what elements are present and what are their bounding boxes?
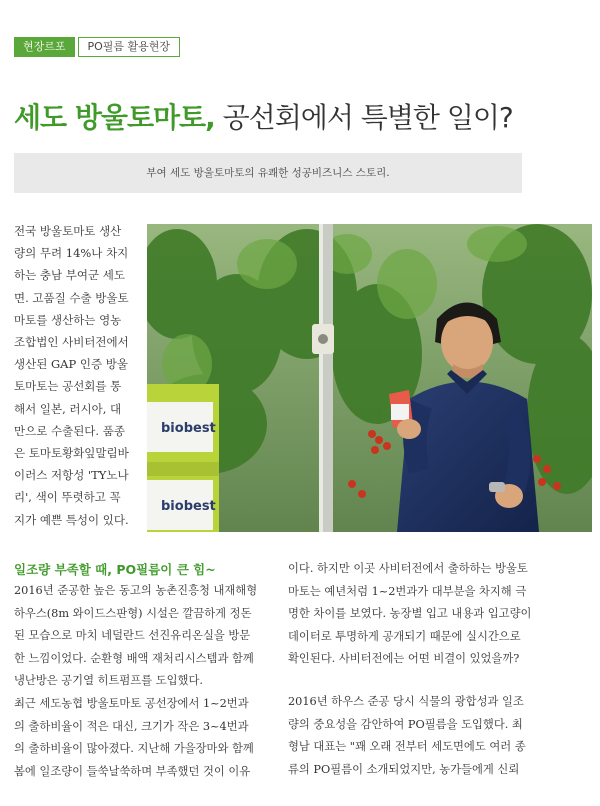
lead-line: 전국 방울토마토 생산 [14, 224, 122, 238]
body-line: 한 느낌이었다. 순환형 배액 재처리시스템과 함께 [14, 651, 254, 665]
lead-line: 지가 예쁜 특성이 있다. [14, 512, 129, 527]
lead-line: 은 토마토황화잎말림바 [14, 446, 129, 461]
lead-line: 리', 색이 뚜렷하고 꼭 [14, 490, 121, 505]
body-line: 형남 대표는 "꽤 오래 전부터 세도면에도 여러 종 [288, 740, 526, 754]
body-line: 된 모습으로 마치 네덜란드 선진유리온실을 방문 [14, 629, 251, 643]
body-line: 최근 세도농협 방울토마토 공선장에서 1~2번과 [14, 696, 249, 710]
body-line: 이다. 하지만 이곳 사비터전에서 출하하는 방울토 [288, 562, 528, 575]
lead-line: 마토를 생산하는 영농 [14, 312, 122, 327]
section-tag: 현장르포 [14, 37, 75, 57]
body-line: 데이터로 투명하게 공개되기 때문에 실시간으로 [288, 629, 521, 643]
body-line: 2016년 하우스 준공 당시 식물의 광합성과 일조 [288, 694, 524, 708]
body-line: 하우스(8m 와이드스판형) 시설은 깔끔하게 정돈 [14, 606, 252, 620]
body-line: 명한 차이를 보였다. 농장별 입고 내용과 입고량이 [288, 607, 532, 621]
lead-line: 이러스 저항성 'TY노나 [14, 468, 129, 483]
body-column-right [288, 558, 588, 781]
crate-label-top: biobest [161, 421, 216, 436]
headline-dark: 공선회에서 특별한 일이? [214, 101, 513, 134]
body-line: 류의 PO필름이 소개되었지만, 농가들에게 신뢰 [288, 762, 520, 776]
body-column-left [14, 580, 272, 783]
body-line: 마토는 예년처럼 1~2번과가 대부분을 차지해 극 [288, 584, 527, 598]
lead-line: 해서 일본, 러시아, 대 [14, 401, 122, 416]
lead-paragraph [14, 220, 142, 531]
crate-label-bottom: biobest [161, 499, 216, 514]
farmer-greenhouse-photo [147, 224, 592, 532]
section-title: 일조량 부족할 때, PO필름이 큰 힘~ [14, 562, 216, 577]
lead-line: 생산된 GAP 인증 방울 [14, 357, 128, 372]
topic-tag: PO필름 활용현장 [78, 37, 181, 57]
body-line: 봄에 일조량이 들쑥날쑥하며 부족했던 것이 이유 [14, 764, 251, 778]
body-line: 냉난방은 공기열 히트펌프를 도입했다. [14, 674, 203, 688]
body-line: 량의 중요성을 감안하여 PO필름을 도입했다. 최 [288, 717, 523, 731]
headline-green: 세도 방울토마토, [14, 101, 215, 134]
subtitle-bar: 부여 세도 방울토마토의 유쾌한 성공비즈니스 스토리. [14, 153, 522, 193]
lead-line: 토마토는 공선회를 통 [14, 379, 122, 394]
category-tags [14, 37, 180, 57]
lead-line: 면. 고품질 수출 방울토 [14, 290, 129, 305]
lead-line: 량의 무려 14%나 차지 [14, 246, 129, 261]
paragraph-gap [288, 671, 588, 691]
lead-line: 만으로 수출된다. 품종 [14, 423, 125, 438]
body-line: 확인된다. 사비터전에는 어떤 비결이 있었을까? [288, 652, 520, 666]
article-headline [14, 96, 594, 136]
body-line: 의 출하비율이 많아졌다. 지난해 가을장마와 함께 [14, 742, 254, 756]
lead-line: 하는 충남 부여군 세도 [14, 268, 125, 283]
lead-line: 조합법인 사비터전에서 [14, 335, 129, 350]
body-line: 2016년 준공한 높은 동고의 농촌진흥청 내재해형 [14, 584, 258, 597]
body-line: 의 출하비율이 적은 대신, 크기가 작은 3~4번과 [14, 719, 249, 733]
